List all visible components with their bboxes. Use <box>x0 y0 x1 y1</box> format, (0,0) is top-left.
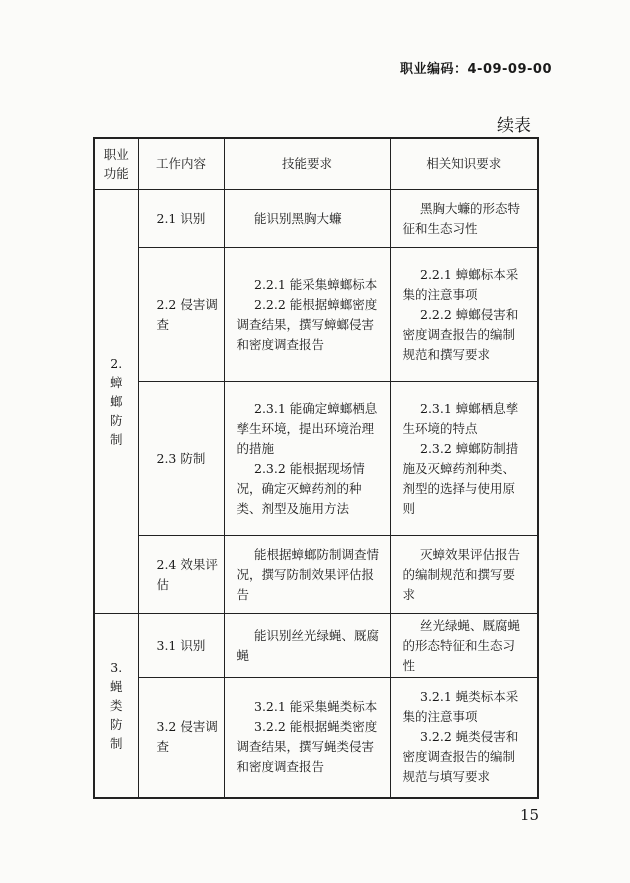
knowledge-item: 黑胸大蠊的形态特征和生态习性 <box>402 200 521 236</box>
function-cell: 3.蝇类防制 <box>94 614 138 798</box>
skill-cell <box>224 190 390 248</box>
knowledge-item: 2.2.2 蟑螂侵害和密度调查报告的编制规范和撰写要求 <box>402 306 519 362</box>
skill-item: 能根据蟑螂防制调查情况，撰写防制效果评估报告 <box>236 546 380 602</box>
knowledge-item: 3.2.2 蝇类侵害和密度调查报告的编制规范与填写要求 <box>402 729 519 785</box>
table-row <box>94 382 538 536</box>
table-row <box>94 190 538 248</box>
work-cell: 2.2 侵害调查 <box>138 248 224 382</box>
skill-cell <box>224 382 390 536</box>
column-header-work: 工作内容 <box>138 138 224 190</box>
knowledge-cell <box>390 248 538 382</box>
skill-item: 2.3.1 能确定蟑螂栖息孳生环境，提出环境治理的措施 <box>236 400 378 456</box>
table-row <box>94 536 538 614</box>
continued-label: 续表 <box>497 116 531 136</box>
column-header-function: 职业功能 <box>94 138 138 190</box>
work-cell: 2.4 效果评估 <box>138 536 224 614</box>
column-header-knowledge: 相关知识要求 <box>390 138 538 190</box>
skill-cell <box>224 248 390 382</box>
knowledge-item: 2.3.2 蟑螂防制措施及灭蟑药剂种类、剂型的选择与使用原则 <box>402 440 519 516</box>
work-cell: 3.2 侵害调查 <box>138 678 224 798</box>
table-header-row <box>94 138 538 190</box>
column-header-skill: 技能要求 <box>224 138 390 190</box>
knowledge-cell <box>390 190 538 248</box>
skill-cell <box>224 614 390 678</box>
knowledge-cell <box>390 614 538 678</box>
skill-cell <box>224 536 390 614</box>
knowledge-cell <box>390 382 538 536</box>
knowledge-cell <box>390 678 538 798</box>
knowledge-item: 2.3.1 蟑螂栖息孳生环境的特点 <box>402 400 519 436</box>
page-number: 15 <box>520 806 540 824</box>
skill-item: 能识别丝光绿蝇、厩腐蝇 <box>236 627 380 663</box>
occupation-code: 职业编码：4-09-09-00 <box>400 62 553 77</box>
function-cell: 2.蟑螂防制 <box>94 190 138 614</box>
knowledge-item: 3.2.1 蝇类标本采集的注意事项 <box>402 689 519 725</box>
skill-item: 2.3.2 能根据现场情况，确定灭蟑药剂的种类、剂型及施用方法 <box>236 460 365 516</box>
work-cell: 2.1 识别 <box>138 190 224 248</box>
skill-standard-table <box>93 137 539 799</box>
skill-item: 2.2.1 能采集蟑螂标本 <box>254 276 378 292</box>
skill-item: 2.2.2 能根据蟑螂密度调查结果，撰写蟑螂侵害和密度调查报告 <box>236 296 378 352</box>
table-row <box>94 248 538 382</box>
knowledge-cell <box>390 536 538 614</box>
table-row <box>94 678 538 798</box>
work-cell: 3.1 识别 <box>138 614 224 678</box>
knowledge-item: 丝光绿蝇、厩腐蝇的形态特征和生态习性 <box>402 617 521 673</box>
knowledge-item: 2.2.1 蟑螂标本采集的注意事项 <box>402 266 519 302</box>
skill-item: 能识别黑胸大蠊 <box>254 210 342 226</box>
table-row <box>94 614 538 678</box>
skill-item: 3.2.2 能根据蝇类密度调查结果，撰写蝇类侵害和密度调查报告 <box>236 719 378 775</box>
skill-cell <box>224 678 390 798</box>
knowledge-item: 灭蟑效果评估报告的编制规范和撰写要求 <box>402 546 521 602</box>
work-cell: 2.3 防制 <box>138 382 224 536</box>
skill-item: 3.2.1 能采集蝇类标本 <box>254 699 378 715</box>
